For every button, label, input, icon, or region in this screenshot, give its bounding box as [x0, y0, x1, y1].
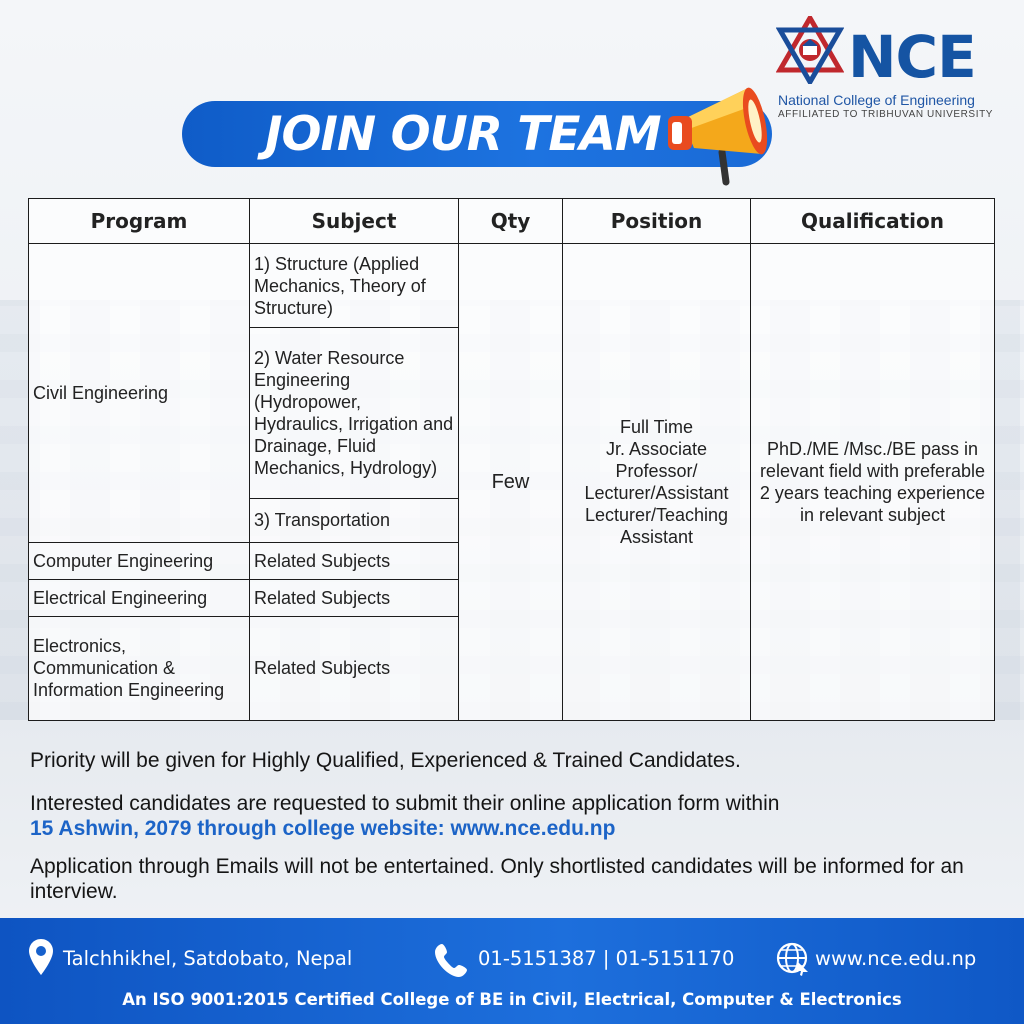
subject-electrical: Related Subjects: [250, 579, 459, 616]
nce-emblem-icon: [776, 16, 844, 84]
application-note: [30, 791, 1000, 841]
subject-electronics: Related Subjects: [250, 616, 459, 720]
banner-title: JOIN OUR TEAM: [265, 107, 661, 162]
application-note-text: Interested candidates are requested to submit their online application form within: [30, 792, 780, 815]
program-electrical: Electrical Engineering: [29, 579, 250, 616]
logo-affiliation: AFFILIATED TO TRIBHUVAN UNIVERSITY: [778, 109, 994, 120]
footer-certification: An ISO 9001:2015 Certified College of BE in Civil, Electrical, Computer & Electronics: [122, 990, 902, 1009]
subject-civil-structure: 1) Structure (Applied Mechanics, Theory of Structure): [250, 244, 459, 328]
job-vacancy-table: [28, 198, 995, 721]
table-header-row: [29, 199, 995, 244]
header-qualification: Qualification: [751, 199, 995, 244]
position-titles: Jr. Associate Professor/ Lecturer/Assistant Lecturer/Teaching Assistant: [584, 439, 729, 547]
email-notice: Application through Emails will not be entertained. Only shortlisted candidates will be informed for an interview.: [30, 855, 964, 903]
globe-icon: [776, 942, 810, 976]
footer-address: Talchhikhel, Satdobato, Nepal: [63, 947, 353, 970]
megaphone-icon: [662, 82, 772, 187]
footer-website[interactable]: www.nce.edu.np: [815, 947, 977, 970]
header-subject: Subject: [250, 199, 459, 244]
footer-bar: [0, 918, 1024, 1024]
subject-computer: Related Subjects: [250, 542, 459, 579]
subject-civil-transportation: 3) Transportation: [250, 498, 459, 542]
subject-civil-water-resource: 2) Water Resource Engineering (Hydropower, Hydraulics, Irrigation and Drainage, Fluid Mechanics, Hydrology): [250, 328, 459, 498]
program-civil: Civil Engineering: [29, 244, 250, 543]
header-position: Position: [563, 199, 751, 244]
qualification-cell: PhD./ME /Msc./BE pass in relevant field with preferable 2 years teaching experience in relevant subject: [751, 244, 995, 721]
phone-icon: [434, 942, 470, 978]
header-qty: Qty: [459, 199, 563, 244]
program-computer: Computer Engineering: [29, 542, 250, 579]
qty-cell: Few: [459, 244, 563, 721]
college-logo: [776, 14, 1006, 124]
application-deadline-link[interactable]: 15 Ashwin, 2079 through college website: www.nce.edu.np: [30, 817, 616, 840]
location-pin-icon: [28, 938, 54, 976]
logo-college-name: National College of Engineering: [778, 92, 975, 108]
program-electronics: Electronics, Communication & Information Engineering: [29, 616, 250, 720]
header-program: Program: [29, 199, 250, 244]
priority-note: Priority will be given for Highly Qualified, Experienced & Trained Candidates.: [30, 749, 741, 772]
position-cell: [563, 244, 751, 721]
logo-wordmark: NCE: [848, 23, 976, 91]
position-type: Full Time: [619, 417, 693, 437]
footer-phone[interactable]: 01-5151387 | 01-5151170: [478, 947, 735, 970]
table-row: [29, 244, 995, 328]
